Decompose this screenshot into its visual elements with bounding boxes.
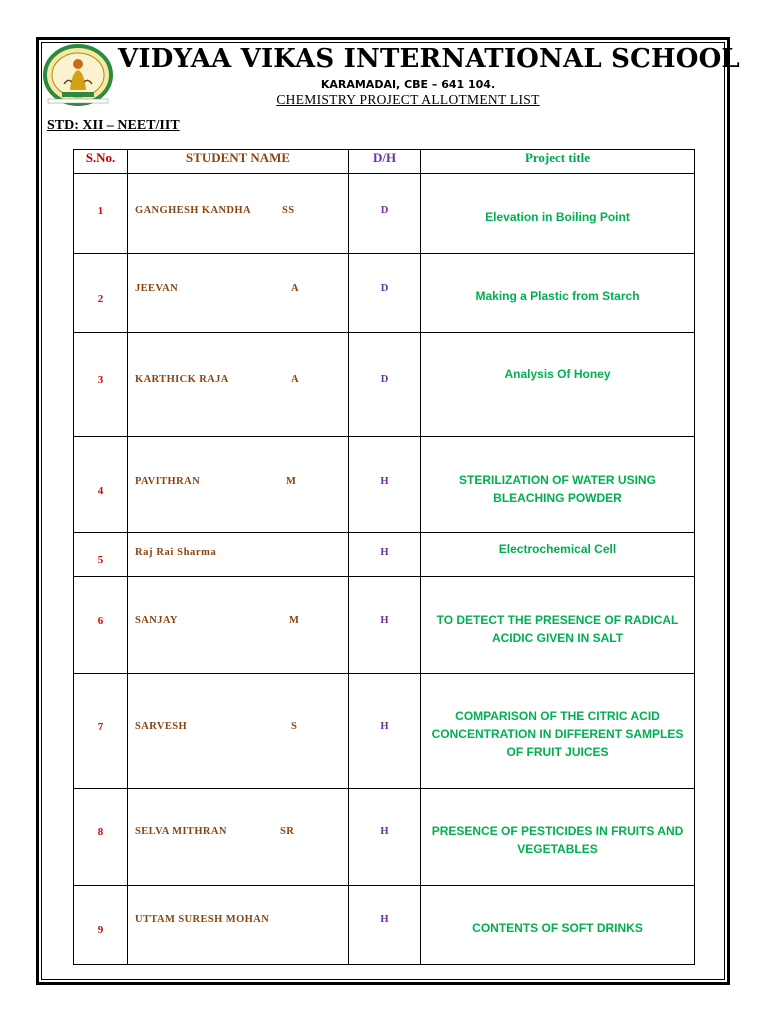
dh-cell: [349, 333, 421, 437]
student-initial: A: [291, 374, 299, 385]
sno-cell: [74, 437, 128, 533]
sno: 7: [97, 721, 104, 733]
sno: 5: [97, 554, 104, 566]
sno: 2: [97, 293, 104, 305]
header-project-title: Project title: [421, 150, 695, 174]
dh-cell: [349, 533, 421, 577]
dh-cell: [349, 254, 421, 333]
title-cell: [421, 254, 695, 333]
dh-cell: [349, 674, 421, 789]
dh-value: H: [380, 721, 389, 732]
student-name: GANGHESH KANDHA: [135, 205, 251, 216]
header-sno: S.No.: [74, 150, 128, 174]
header-dh: D/H: [349, 150, 421, 174]
table-row: [74, 437, 695, 533]
project-title: Electrochemical Cell: [498, 542, 617, 556]
project-title: TO DETECT THE PRESENCE OF RADICAL ACIDIC GIVEN IN SALT: [436, 613, 679, 645]
project-title: COMPARISON OF THE CITRIC ACID CONCENTRATION IN DIFFERENT SAMPLES OF FRUIT JUICES: [431, 709, 684, 759]
project-title: CONTENTS OF SOFT DRINKS: [472, 921, 643, 935]
dh-cell: [349, 577, 421, 674]
header-student-name: STUDENT NAME: [128, 150, 349, 174]
student-name: SARVESH: [135, 721, 188, 732]
sno-cell: [74, 886, 128, 965]
dh-value: D: [380, 374, 389, 385]
dh-value: H: [380, 615, 389, 626]
dh-cell: [349, 437, 421, 533]
sno: 4: [97, 485, 104, 497]
table-header-row: [74, 150, 695, 174]
title-cell: [421, 333, 695, 437]
sno-cell: [74, 674, 128, 789]
project-title: PRESENCE OF PESTICIDES IN FRUITS AND VEGETABLES: [431, 824, 684, 856]
project-title: Making a Plastic from Starch: [475, 289, 640, 303]
student-name: KARTHICK RAJA: [135, 374, 229, 385]
title-cell: [421, 174, 695, 254]
document-title: CHEMISTRY PROJECT ALLOTMENT LIST: [276, 92, 540, 107]
sno: 1: [97, 205, 104, 217]
dh-value: H: [380, 476, 389, 487]
sno-cell: [74, 333, 128, 437]
table-row: [74, 533, 695, 577]
table-row: [74, 577, 695, 674]
student-initial: A: [291, 283, 299, 294]
allotment-table: [73, 149, 695, 965]
table-row: [74, 789, 695, 886]
title-cell: [421, 789, 695, 886]
name-cell: [128, 333, 349, 437]
name-cell: [128, 674, 349, 789]
table-row: [74, 674, 695, 789]
student-initial: S: [291, 721, 298, 732]
project-title: STERILIZATION OF WATER USING BLEACHING POWDER: [459, 473, 656, 505]
sno: 3: [97, 374, 104, 386]
name-cell: [128, 577, 349, 674]
name-cell: [128, 789, 349, 886]
sno-cell: [74, 254, 128, 333]
student-name: Raj Rai Sharma: [135, 547, 217, 558]
sno-cell: [74, 577, 128, 674]
name-cell: [128, 533, 349, 577]
name-cell: [128, 254, 349, 333]
dh-value: H: [380, 547, 389, 558]
sno: 6: [97, 615, 104, 627]
title-cell: [421, 437, 695, 533]
standard-label: STD: XII – NEET/IIT: [47, 118, 180, 133]
title-cell: [421, 886, 695, 965]
dh-cell: [349, 886, 421, 965]
student-initial: M: [289, 615, 300, 626]
dh-cell: [349, 789, 421, 886]
table-row: [74, 254, 695, 333]
dh-value: H: [380, 826, 389, 837]
project-title: Analysis Of Honey: [504, 367, 611, 381]
title-cell: [421, 533, 695, 577]
table-row: [74, 174, 695, 254]
dh-value: H: [380, 914, 389, 925]
sno-cell: [74, 533, 128, 577]
school-name: VIDYAA VIKAS INTERNATIONAL SCHOOL: [118, 44, 740, 74]
title-cell: [421, 577, 695, 674]
dh-value: D: [380, 283, 389, 294]
school-address: KARAMADAI, CBE – 641 104.: [320, 78, 496, 91]
sno: 8: [97, 826, 104, 838]
table-row: [74, 886, 695, 965]
title-cell: [421, 674, 695, 789]
name-cell: [128, 437, 349, 533]
name-cell: [128, 886, 349, 965]
student-initial: M: [286, 476, 297, 487]
dh-value: D: [380, 205, 389, 216]
sno-cell: [74, 789, 128, 886]
student-initial: SR: [280, 826, 295, 837]
student-name: JEEVAN: [135, 283, 179, 294]
project-title: Elevation in Boiling Point: [485, 210, 630, 224]
table-row: [74, 333, 695, 437]
student-name: SELVA MITHRAN: [135, 826, 227, 837]
student-initial: SS: [282, 205, 295, 216]
sno-cell: [74, 174, 128, 254]
sno: 9: [97, 924, 104, 936]
dh-cell: [349, 174, 421, 254]
name-cell: [128, 174, 349, 254]
student-name: UTTAM SURESH MOHAN: [135, 914, 270, 925]
student-name: SANJAY: [135, 615, 178, 626]
school-logo: [42, 44, 114, 106]
student-name: PAVITHRAN: [135, 476, 201, 487]
